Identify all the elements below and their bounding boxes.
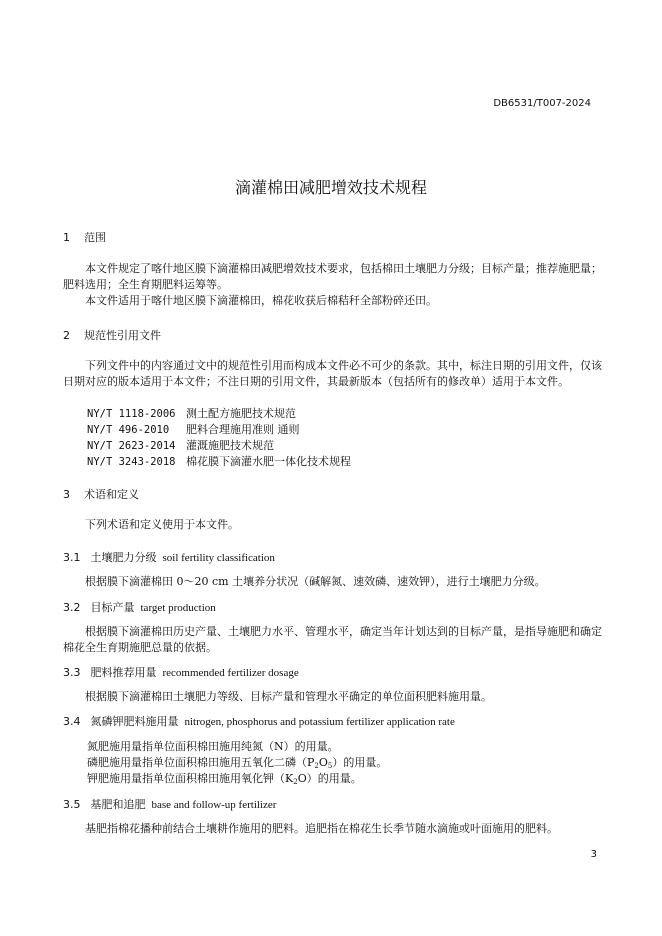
reference-code: NY/T 1118-2006 <box>87 408 176 420</box>
definition-text: 基肥指棉花播种前结合土壤耕作施用的肥料。追肥指在棉花生长季节随水滴施或叶面施用的肥料。 <box>85 822 558 835</box>
term-cn: 土壤肥力分级 <box>90 551 157 564</box>
term-en: recommended fertilizer dosage <box>162 667 299 679</box>
document-title: 滴灌棉田减肥增效技术规程 <box>234 178 427 197</box>
definition-text: 根据膜下滴灌棉田历史产量、土壤肥力水平、管理水平，确定当年计划达到的目标产量，是指导施肥和确定棉花全生育期施肥总量的依据。 <box>63 625 602 654</box>
section-2-heading <box>63 327 161 343</box>
definition-text: 根据膜下滴灌棉田 0～20 cm 土壤养分状况（碱解氮、速效磷、速效钾），进行土壤肥力分级。 <box>85 575 546 588</box>
definition-text: O）的用量。 <box>297 772 362 785</box>
term-heading <box>63 664 299 680</box>
term-number: 3.5 <box>63 798 81 811</box>
term-heading <box>63 796 276 812</box>
paragraph-text: 本文件规定了喀什地区膜下滴灌棉田减肥增效技术要求，包括棉田土壤肥力分级；目标产量；推荐施肥量；肥料选用；全生育期肥料运筹等。 <box>63 262 602 291</box>
term-heading <box>63 599 216 615</box>
section-number: 3 <box>63 488 70 501</box>
paragraph <box>63 358 603 390</box>
section-number: 2 <box>63 329 70 342</box>
paragraph <box>63 293 603 309</box>
definition-line <box>87 738 339 754</box>
term-number: 3.2 <box>63 601 81 614</box>
reference-code: NY/T 496-2010 <box>87 424 170 436</box>
term-en: nitrogen, phosphorus and potassium fertilizer application rate <box>184 716 455 728</box>
reference-item <box>87 453 351 469</box>
term-cn: 基肥和追肥 <box>90 798 146 811</box>
paragraph <box>63 517 603 533</box>
term-definition <box>63 821 603 837</box>
section-title: 术语和定义 <box>84 488 139 501</box>
reference-name: 灌溉施肥技术规范 <box>186 439 274 452</box>
term-en: soil fertility classification <box>162 552 275 564</box>
reference-code: NY/T 2623-2014 <box>87 440 176 452</box>
reference-name: 肥料合理施用准则 通则 <box>186 423 300 436</box>
term-cn: 肥料推荐用量 <box>90 666 157 679</box>
term-number: 3.1 <box>63 551 81 564</box>
definition-text: 根据膜下滴灌棉田土壤肥力等级、目标产量和管理水平确定的单位面积肥料施用量。 <box>85 690 492 703</box>
term-en: target production <box>140 602 216 614</box>
term-definition <box>63 574 603 590</box>
paragraph-text: 下列术语和定义使用于本文件。 <box>85 518 239 531</box>
definition-text: 磷肥施用量指单位面积棉田施用五氧化二磷（P <box>87 756 315 769</box>
definition-line <box>87 770 362 786</box>
definition-text: ）的用量。 <box>332 756 388 769</box>
section-number: 1 <box>63 231 70 244</box>
term-number: 3.4 <box>63 715 81 728</box>
definition-text: 钾肥施用量指单位面积棉田施用氧化钾（K <box>87 772 294 785</box>
paragraph-text: 本文件适用于喀什地区膜下滴灌棉田，棉花收获后棉秸秆全部粉碎还田。 <box>85 294 437 307</box>
term-heading <box>63 713 455 729</box>
reference-item <box>87 421 300 437</box>
section-1-heading <box>63 229 106 245</box>
section-3-heading <box>63 486 139 502</box>
term-heading <box>63 549 275 565</box>
doc-code: DB6531/T007-2024 <box>493 98 591 109</box>
reference-name: 测土配方施肥技术规范 <box>186 407 296 420</box>
subscript: 5 <box>327 762 333 770</box>
paragraph-text: 下列文件中的内容通过文中的规范性引用而构成本文件必不可少的条款。其中，标注日期的引用文件，仅该日期对应的版本适用于本文件；不注日期的引用文件，其最新版本（包括所有的修改单）适用于本文件。 <box>63 359 602 388</box>
definition-text: 氮肥施用量指单位面积棉田施用纯氮（N）的用量。 <box>87 740 339 753</box>
reference-code: NY/T 3243-2018 <box>87 456 176 468</box>
section-title: 范围 <box>84 231 106 244</box>
subscript: 2 <box>293 778 298 786</box>
definition-text: O <box>318 756 328 769</box>
term-cn: 目标产量 <box>90 601 135 614</box>
reference-item <box>87 437 274 453</box>
reference-name: 棉花膜下滴灌水肥一体化技术规程 <box>186 455 351 468</box>
definition-line <box>87 754 387 770</box>
term-number: 3.3 <box>63 666 81 679</box>
term-definition <box>63 624 603 656</box>
reference-item <box>87 405 296 421</box>
page-number: 3 <box>590 849 597 860</box>
term-cn: 氮磷钾肥料施用量 <box>90 715 179 728</box>
section-title: 规范性引用文件 <box>84 329 161 342</box>
subscript: 2 <box>314 762 319 770</box>
paragraph <box>63 261 603 293</box>
term-definition <box>63 689 603 705</box>
term-en: base and follow-up fertilizer <box>151 799 277 811</box>
